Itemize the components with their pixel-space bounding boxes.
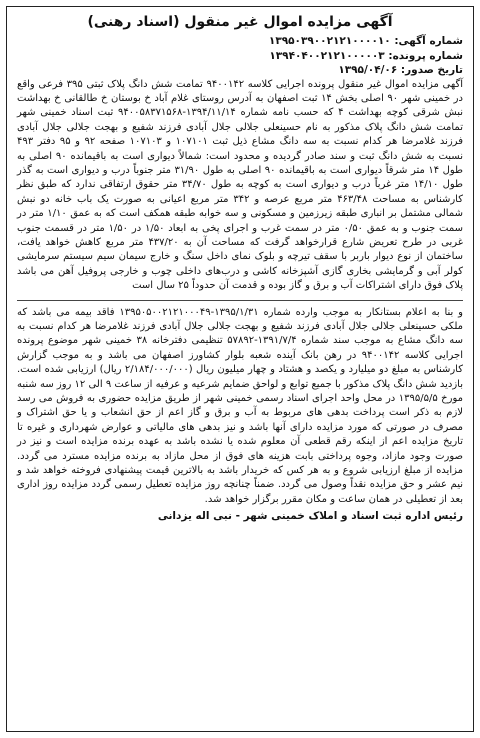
section-divider (17, 300, 463, 301)
auction-terms: و بنا به اعلام بستانکار به موجب وارده شماره ۱۳۹۵/۱/۳۱-۱۳۹۵۰۵۰۰۲۱۲۱۰۰۰۴۹ فاقد بیمه می باشد که ملکی حسینعلی جلالی جلال آبادی فرزند شفیع و بهجت جلالی جلال آبادی فرزند غلامرضا هر کدام نسبت به سه دانگ مشاع به موجب سند شماره ۱۳۹۱/۷/۴-۵۷۸۹۲ تنظیمی دفترخانه ۳۸ خمینی شهر موضوع پرونده اجرایی کلاسه ۹۴۰۰۱۴۲ در رهن بانک آینده شعبه بلوار کشاورز اصفهان می باشد و به موجب گزارش کارشناس به مبلغ دو میلیارد و یکصد و هشتاد و چهار میلیون ریال (۲/۱۸۴/۰۰۰/۰۰۰ ریال) ارزیابی شده است. بازدید شش دانگ پلاک مذکور با جمیع توابع و لواحق ضمایم شرعیه و عرفیه از ساعت ۹ الی ۱۲ روز سه شنبه مورخ ۱۳۹۵/۵/۵ در محل واحد اجرای اسناد رسمی خمینی شهر از طریق مزایده حضوری به فروش می رسد لازم به ذکر است پرداخت بدهی های مربوط به آب و برق و گاز اعم از حق انشعاب و یا حق اشتراک و مصرف در صورتی که مورد مزایده دارای آنها باشد و نیز بدهی های مالیاتی و عوارض شهرداری و غیره تا تاریخ مزایده اعم از اینکه رقم قطعی آن معلوم شده یا نشده باشد به عهده برنده مزایده است و نیز در صورت وجود مازاد، وجوه پرداختی بابت هزینه های فوق از محل مازاد به برنده مزایده مسترد می گردد. مزایده از مبلغ ارزیابی شروع و به هر کس که خریدار باشد به بالاترین قیمت پیشنهادی فروخته خواهد شد و نیم عشر و حق مزایده نقداً وصول می گردد. ضمناً چنانچه روز مزایده تعطیل رسمی گردد مزایده روز اداری بعد از تعطیلی در همان ساعت و مکان مقرر برگزار خواهد شد. (17, 306, 463, 505)
notice-number: شماره آگهی: ۱۳۹۵۰۳۹۰۰۲۱۲۱۰۰۰۰۱۰ (268, 35, 463, 47)
signature-line: رئیس اداره ثبت اسناد و املاک خمینی شهر - نبی اله یزدانی (157, 510, 463, 523)
issue-date: تاریخ صدور: ۱۳۹۵/۰۴/۰۶ (338, 64, 463, 76)
case-number: شماره پرونده: ۱۳۹۴۰۴۰۰۲۱۲۱۰۰۰۰۰۳ (269, 49, 463, 62)
notice-title: آگهی مزایده اموال غیر منقول (اسناد رهنی) (87, 14, 393, 30)
notice-document (6, 6, 474, 732)
property-description: آگهی مزایده اموال غیر منقول پرونده اجرایی کلاسه ۹۴۰۰۱۴۲ تمامت شش دانگ پلاک ثبتی ۳۹۵ فرعی واقع در خمینی شهر ۹۰ اصلی بخش ۱۴ ثبت اصفهان به آدرس روستای غلام آباد خ بوستان خ طالقانی خ بهداشت نبش شرقی کوچه بهداشت ۴ که حسب نامه شماره ۱۳۹۴/۱۱/۱۴-۹۴۰۰۵۸۳۷۱۵۶۸ ثبت اسناد خمینی شهر تمامت شش دانگ پلاک مذکور به نام حسینعلی جلالی جلال آبادی فرزند شفیع و بهجت جلالی جلال آبادی فرزند غلامرضا هر کدام نسبت به سه دانگ مشاع ذیل ثبت ۱۰۷۱۰۱ و ۱۰۷۱۰۳ صفحه ۹۲ و ۹۵ دفتر ۴۹۳ نسبت به شش دانگ ثبت و سند صادر گردیده و محدود است: شمالاً دیواری است به باقیمانده ۹۰ اصلی به طول ۱۴ متر شرقاً دیواری است به باقیمانده ۹۰ اصلی به طول ۳۱/۹۰ متر جنوباً درب و دیواری است به گذر طول ۱۴/۱۰ متر غرباً درب و دیواری است به کوچه به طول ۳۴/۷۰ متر حقوق ارتفاقی ندارد که طبق نظر کارشناس به مساحت ۴۶۳/۴۸ متر مربع عرصه و ۳۴۲ متر مربع اعیانی به صورت یک باب خانه دو نبش شمالی مشتمل بر انباری طبقه زیرزمین و مسکونی و سه خوابه طبقه همکف است که به عمق ۱/۱۰ متر در سمت جنوب و به عمق ۰/۵۰ متر در سمت غرب و اجرای پخی به ابعاد ۱/۵۰ در ۱/۵۰ متر در قسمت جنوب غربی در طرح تعریض شارع قرارخواهد گرفت که مساحت آن به ۴۳۷/۲۰ متر مربع کاهش خواهد یافت، ساختمان از نوع دیوار باربر با سقف تیرچه و بلوک نمای داخل سنگ و خارج سیمان سیم سیستم سرمایشی کولر آبی و گرمایشی بخاری گازی آشپزخانه کاشی و درب‌های داخلی چوب و خارجی پروفیل آهن می باشد پلاک فوق دارای اشتراکات آب و برق و گاز بوده و قدمت آن حدوداً ۲۵ سال است (17, 78, 464, 292)
